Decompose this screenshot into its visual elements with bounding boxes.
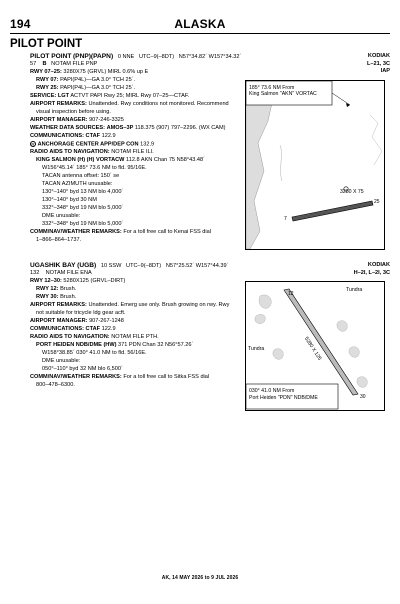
runway-value: 5280X125 (GRVL–DIRT) [63,278,126,284]
app-con-value: 132.9 [140,141,155,148]
footer-effective-dates: AK, 14 MAY 2026 to 9 JUL 2026 [161,575,239,581]
remarks-line2: not suitable for tricycle ldg gear acft. [36,310,126,316]
rwy30-label: RWY 30: [36,294,59,300]
runway-end-12: 12 [288,291,294,297]
tacan-line: 130°–140° byd 30 NM [42,197,97,203]
diagram-callout-line2: King Salmon "AKN" VORTAC [249,91,317,97]
service-lgt: LGT [57,93,70,99]
rwy30-value: Brush. [60,294,77,300]
ndb-label: PORT HEIDEN NDB/DME (HW) [36,342,117,348]
runway-end-7: 7 [284,216,287,222]
rwy07-value: PAPI(P4L)—GA 3.0° TCH 25´. [60,77,136,83]
tundra-label-2: Tundra [248,346,265,352]
cnw-remarks-value: For a toll free call to Kenai FSS dial [123,229,212,235]
iap-label: IAP [380,68,390,74]
rwy12-value: Brush. [60,286,77,292]
runway-end-30: 30 [360,394,366,400]
manager-label: AIRPORT MANAGER: [30,318,88,324]
manager-label: AIRPORT MANAGER: [30,117,88,123]
tacan-line: 332°–348° byd 19 NM blo 5,000´ [42,205,124,211]
radar-symbol: R [31,142,35,147]
notam-file: NOTAM FILE ENA [45,270,92,276]
ndb-value: 371 PDN Chan 32 N56°57.26´ [118,342,194,348]
diagram-callout-line2: Port Heiden "PDN" NDB/DME [249,395,318,401]
airport-utc: UTC–9(–8DT) [138,54,175,60]
runway-label: RWY 12–30: [30,278,62,284]
diagram-callout-line1: 185° 73.6 NM From [249,85,295,91]
comm-label: COMMUNICATIONS: [30,133,84,139]
runway-dimensions: 5280 X 125 [302,336,323,362]
rwy07-label: RWY 07: [36,77,59,83]
airport-name: UGASHIK BAY [30,262,76,269]
comm-ctaf: CTAF [85,133,101,139]
vortac-value: 112.8 AKN Chan 75 N58°43.48´ [126,157,205,163]
radio-aids-label: RADIO AIDS TO NAVIGATION: [30,149,110,155]
page-number: 194 [10,17,31,31]
cnw-remarks-line2: 800–478–6300. [36,382,75,388]
ndb-line2: W158°38.85´ 030° 41.0 NM to fld. 56/16E. [42,350,147,356]
header-rule [10,33,390,34]
vortac-line2: W156°45.14´ 185° 73.6 NM to fld. 95/16E. [42,165,147,171]
airport-coords: N57°25.52´ W157°44.39´ [165,263,229,269]
airport-name: PILOT POINT [30,53,72,60]
comm-ctaf: CTAF [85,326,101,332]
runway-dimensions: 3280 X 75 [340,189,364,195]
comm-label: COMMUNICATIONS: [30,326,84,332]
manager-phone: 907-267-1248 [89,318,124,324]
tacan-line: 332°–348° byd 19 NM blo 5,000´ [42,221,124,227]
rwy25-label: RWY 25: [36,85,59,91]
tundra-label-1: Tundra [346,287,363,293]
pilot-point-diagram [245,80,385,250]
radio-aids-value: NOTAM FILE PTH. [111,334,159,340]
diagram-callout-line1: 030° 41.0 NM From [249,388,295,394]
airport-distance: 0 NNE [117,54,135,60]
airport-distance: 10 SSW [100,263,122,269]
chart-ref: H–2I, L–2I, 3C [353,270,390,276]
tacan-line: 130°–140° byd 13 NM blo 4,000´ [42,189,124,195]
remarks-label: AIRPORT REMARKS: [30,302,87,308]
service-label: SERVICE: [30,93,57,99]
airport-elevation: 132 [30,270,40,276]
airport-ids: (PNP)(PAPN) [72,53,114,60]
dme-line: 050°–110° byd 32 NM blo 6,500´ [42,366,123,372]
rwy12-label: RWY 12: [36,286,59,292]
ugashik-diagram [245,281,385,411]
remarks-label: AIRPORT REMARKS: [30,101,87,107]
radio-aids-value: NOTAM FILE ILI. [111,149,154,155]
cnw-remarks-line2: 1–866–864–1737. [36,237,82,243]
vortac-label: KING SALMON (H) (H) VORTACW [36,157,125,163]
runway-label: RWY 07–25: [30,69,62,75]
runway-end-25: 25 [374,199,380,205]
fuel-type: B [42,61,47,67]
airport-elevation: 57 [30,61,37,67]
weather-label: WEATHER DATA SOURCES: [30,125,105,131]
cnw-remarks-label: COMM/NAV/WEATHER REMARKS: [30,374,122,380]
weather-amos: AMOS–3P [106,125,134,131]
tacan-line: DME unusable: [42,213,81,219]
runway-value: 3280X75 (GRVL) MIRL 0.6% up E [63,69,149,75]
tacan-line: TACAN antenna offset: 150´ se [42,173,120,179]
radio-aids-label: RADIO AIDS TO NAVIGATION: [30,334,110,340]
sectional-label: KODIAK [367,262,390,268]
cnw-remarks-value: For a toll free call to Sitka FSS dial [123,374,210,380]
app-con-label: ANCHORAGE CENTER APP/DEP CON [37,141,139,148]
comm-value: 122.9 [101,326,116,332]
remarks-line2: visual inspection before using. [36,109,111,115]
state-title: ALASKA [174,17,226,31]
tacan-line: TACAN AZIMUTH unusable: [42,181,113,187]
cnw-remarks-label: COMM/NAV/WEATHER REMARKS: [30,229,122,235]
remarks-line1: Unattended. Emerg use only. Brush growing on rwy. Rwy [88,302,230,308]
comm-value: 122.9 [101,133,116,139]
airport-coords: N57°34.82´ W157°34.32´ [178,54,242,60]
service-value: ACTVT PAPI Rwy 25; MIRL Rwy 07–25—CTAF. [70,93,190,99]
sectional-label: KODIAK [367,53,390,59]
manager-phone: 907-246-3325 [89,117,124,123]
remarks-line1: Unattended. Rwy conditions not monitored. Recommend [88,101,229,107]
airport-utc: UTC–9(–8DT) [126,263,162,269]
chart-ref: L–21, 3C [366,61,390,67]
city-heading: PILOT POINT [10,38,83,50]
weather-value: 118.375 (907) 797–2296. (WX CAM) [134,125,226,131]
notam-file: NOTAM FILE PNP [51,61,98,67]
rwy25-value: PAPI(P4L)—GA 3.0° TCH 25´. [60,85,136,91]
airport-ids: (UGB) [77,262,97,269]
dme-line: DME unusable: [42,358,81,364]
